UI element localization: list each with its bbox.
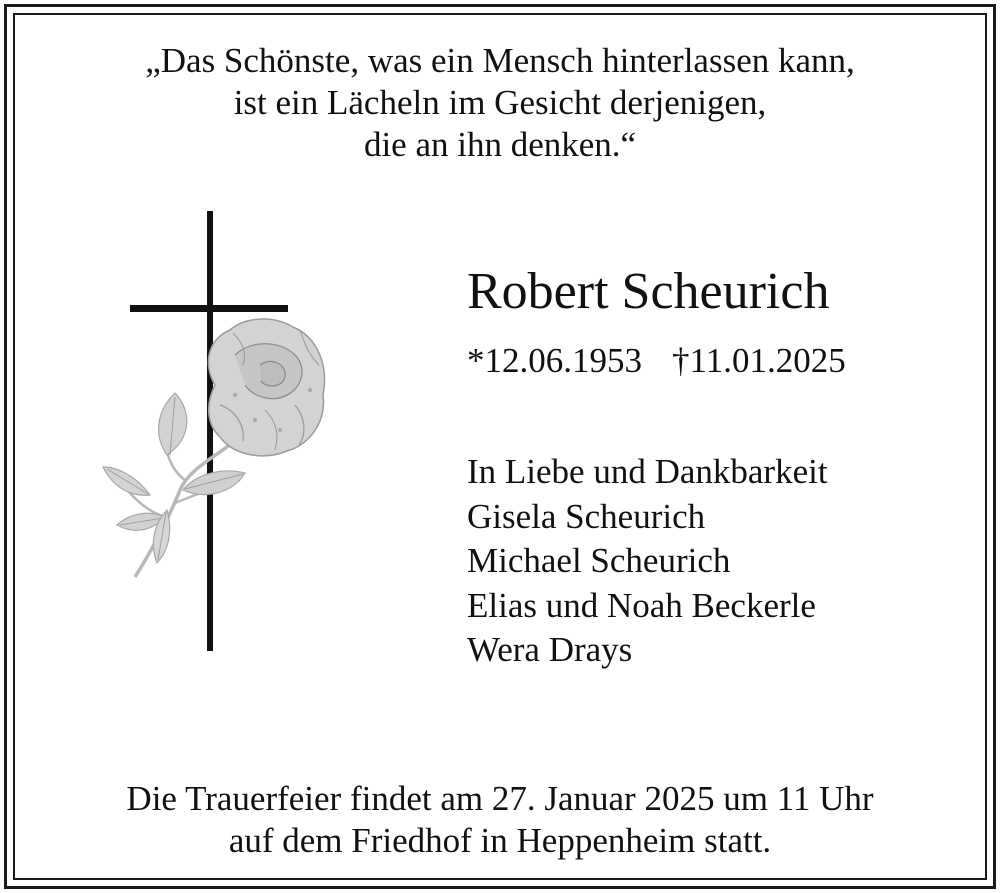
quote-line: die an ihn denken.“ [363, 125, 637, 164]
ceremony-line: auf dem Friedhof in Heppenheim statt. [228, 821, 772, 860]
mourners-line: Elias und Noah Beckerle [467, 585, 816, 625]
quote-line: „Das Schönste, was ein Mensch hinterlassen kann, [145, 41, 855, 80]
death-date: †11.01.2025 [672, 341, 846, 380]
rose-icon [103, 319, 325, 577]
mourners-line: Gisela Scheurich [467, 496, 706, 536]
deceased-name: Robert Scheurich [467, 263, 830, 320]
mourners-line: Michael Scheurich [467, 541, 731, 580]
ceremony-notice [0, 778, 1000, 862]
cross-with-rose [95, 205, 345, 665]
mourners-line: In Liebe und Dankbarkeit [467, 452, 828, 491]
quote-block [0, 40, 1000, 166]
ceremony-line: Die Trauerfeier findet am 27. Januar 2025 um 11 Uhr [126, 779, 874, 818]
quote-line: ist ein Lächeln im Gesicht derjenigen, [233, 83, 767, 122]
life-dates [467, 340, 846, 382]
mourners-line: Wera Drays [467, 630, 633, 669]
mourners-block [467, 450, 828, 673]
birth-date: *12.06.1953 [467, 341, 642, 380]
